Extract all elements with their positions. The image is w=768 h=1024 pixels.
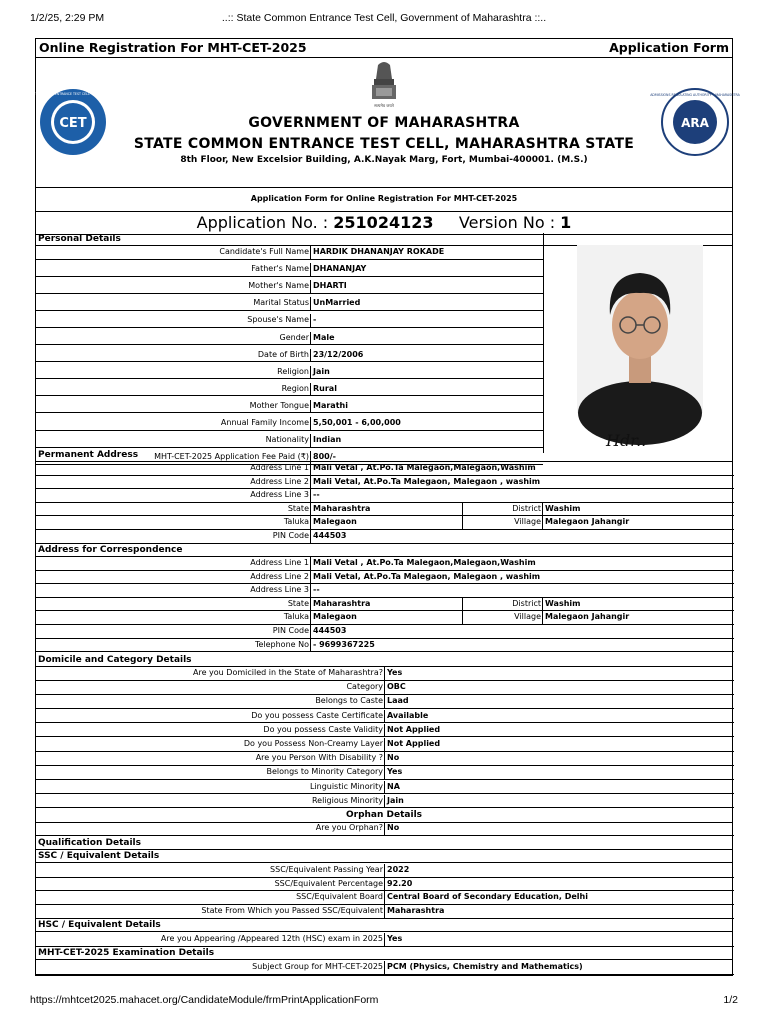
field-value: - 9699367225 — [313, 639, 375, 649]
field-label: Are you Appearing /Appeared 12th (HSC) exam in 2025 — [36, 933, 385, 946]
ara-logo-text: ARA — [681, 116, 709, 130]
form-title: Online Registration For MHT-CET-2025 — [39, 40, 307, 55]
cet-logo-ring-text: STATE COMMON ENTRANCE TEST CELL • MAHARASHTRA — [27, 92, 119, 96]
form-row — [36, 878, 734, 892]
form-row — [36, 584, 734, 598]
version-value: 1 — [560, 213, 572, 232]
field-label: Religion — [36, 366, 311, 379]
field-label: Religious Minority — [36, 795, 385, 808]
candidate-signature — [604, 429, 684, 451]
correspondence-heading: Address for Correspondence — [36, 544, 732, 557]
field-label: Address Line 2 — [36, 571, 311, 584]
photo-signature-box — [543, 233, 734, 453]
form-row — [36, 571, 734, 585]
field-label: State From Which you Passed SSC/Equivalent — [36, 905, 385, 918]
field-value: Laad — [387, 696, 409, 706]
form-row — [36, 639, 734, 653]
field-label: SSC/Equivalent Passing Year — [36, 864, 385, 877]
orphan-heading: Orphan Details — [36, 809, 732, 823]
field-value: PCM (Physics, Chemistry and Mathematics) — [387, 962, 583, 971]
field-value: 444503 — [313, 531, 347, 540]
domicile-heading: Domicile and Category Details — [36, 654, 732, 667]
field-label: Taluka — [36, 611, 311, 624]
form-type: Application Form — [609, 40, 729, 55]
form-title-bar — [36, 39, 732, 58]
form-row — [36, 462, 734, 476]
field-value: 444503 — [313, 626, 347, 635]
field-label: Mother's Name — [36, 280, 311, 293]
cet-cell-heading: STATE COMMON ENTRANCE TEST CELL, MAHARASHTRA STATE — [133, 136, 635, 152]
field-value: Male — [313, 332, 335, 342]
field-value: Central Board of Secondary Education, Delhi — [387, 892, 588, 902]
field-value: No — [387, 753, 400, 763]
form-row — [36, 905, 734, 919]
form-row — [36, 297, 543, 311]
form-row — [36, 417, 543, 431]
field-label: Village — [462, 516, 543, 529]
field-value: Available — [387, 710, 429, 720]
form-row — [36, 598, 734, 612]
field-label: Telephone No — [36, 639, 311, 652]
field-value: Indian — [313, 435, 342, 445]
field-label: SSC/Equivalent Board — [36, 891, 385, 904]
form-row — [36, 516, 734, 530]
field-value: OBC — [387, 682, 406, 692]
field-label: Annual Family Income — [36, 417, 311, 430]
form-row — [36, 383, 543, 397]
emblem-caption: सत्यमेव जयते — [374, 103, 394, 108]
exam-heading: MHT-CET-2025 Examination Details — [36, 947, 732, 960]
field-value: -- — [313, 585, 320, 595]
field-value: 92.20 — [387, 878, 413, 888]
field-value: DHARTI — [313, 281, 347, 291]
browser-print-footer — [30, 994, 738, 1008]
field-value: 2022 — [387, 865, 410, 874]
form-row — [36, 781, 734, 795]
field-label: Spouse's Name — [36, 314, 311, 327]
form-row — [36, 695, 734, 709]
field-value: No — [387, 823, 400, 832]
form-row — [36, 434, 543, 448]
field-label: Linguistic Minority — [36, 781, 385, 794]
form-row — [36, 557, 734, 571]
field-value: 800/- — [313, 452, 336, 462]
field-label: Are you Person With Disability ? — [36, 752, 385, 765]
field-label: State — [36, 598, 311, 611]
field-value: Malegaon Jahangir — [545, 612, 630, 622]
field-label: Father's Name — [36, 263, 311, 276]
version-label: Version No : — [458, 213, 561, 232]
form-row — [36, 795, 734, 809]
field-label: MHT-CET-2025 Application Fee Paid (₹) — [36, 451, 311, 464]
field-label: Do you possess Caste Certificate — [36, 710, 385, 723]
field-value: Mali Vetal, At.Po.Ta Malegaon, Malegaon , washim — [313, 476, 541, 486]
form-row — [36, 530, 734, 544]
field-label: Marital Status — [36, 297, 311, 310]
field-label: District — [462, 503, 543, 516]
field-value: Maharashtra — [387, 906, 445, 916]
field-value: - — [313, 315, 317, 325]
ssc-heading: SSC / Equivalent Details — [36, 850, 732, 863]
field-label: SSC/Equivalent Percentage — [36, 878, 385, 891]
field-label: Date of Birth — [36, 349, 311, 362]
field-label: Nationality — [36, 434, 311, 447]
field-value: -- — [313, 490, 320, 500]
field-label: Address Line 3 — [36, 584, 311, 597]
print-timestamp: 1/2/25, 2:29 PM — [30, 12, 105, 24]
print-url: https://mhtcet2025.mahacet.org/CandidateModule/frmPrintApplicationForm — [30, 994, 379, 1006]
field-value: Yes — [387, 668, 403, 677]
form-row — [36, 738, 734, 752]
form-row — [36, 724, 734, 738]
field-label: Candidate's Full Name — [36, 246, 311, 259]
field-label: Belongs to Minority Category — [36, 766, 385, 779]
form-row — [36, 263, 543, 277]
form-row — [36, 314, 543, 328]
form-banner — [27, 57, 740, 211]
field-label: State — [36, 503, 311, 516]
field-label: Are you Domiciled in the State of Maharashtra? — [36, 667, 385, 680]
form-row — [36, 611, 734, 625]
form-row — [36, 489, 734, 503]
hsc-heading: HSC / Equivalent Details — [36, 919, 732, 932]
qualification-heading: Qualification Details — [36, 837, 732, 850]
field-value: Mali Vetal , At.Po.Ta Malegaon,Malegaon,Washim — [313, 558, 536, 567]
field-label: Category — [36, 681, 385, 694]
field-value: Not Applied — [387, 724, 441, 734]
browser-print-header — [30, 12, 738, 26]
field-value: Not Applied — [387, 739, 441, 748]
government-heading: GOVERNMENT OF MAHARASHTRA — [248, 115, 520, 131]
form-row — [36, 366, 543, 380]
form-row — [36, 667, 734, 681]
field-value: NA — [387, 781, 400, 791]
form-row — [36, 625, 734, 639]
field-value: Malegaon — [313, 517, 357, 527]
field-value: Mali Vetal, At.Po.Ta Malegaon, Malegaon , washim — [313, 571, 541, 581]
field-label: Belongs to Caste — [36, 695, 385, 708]
application-form — [27, 38, 740, 976]
field-label: Address Line 2 — [36, 476, 311, 489]
form-row — [36, 246, 543, 260]
field-label: Address Line 1 — [36, 557, 311, 570]
field-value: UnMarried — [313, 298, 361, 308]
field-value: Yes — [387, 767, 403, 777]
field-label: Village — [462, 611, 543, 624]
field-label: Mother Tongue — [36, 400, 311, 413]
form-row — [36, 752, 734, 766]
field-value: Maharashtra — [313, 503, 371, 513]
field-value: Washim — [545, 598, 581, 608]
application-form-subtitle: Application Form for Online Registration For MHT-CET-2025 — [250, 194, 518, 203]
field-value: Maharashtra — [313, 598, 371, 608]
form-row — [36, 961, 734, 975]
application-number-bar — [36, 211, 732, 235]
ara-logo-ring-text: ADMISSIONS REGULATING AUTHORITY • MAHARASHTRA — [650, 93, 740, 97]
form-row — [36, 476, 734, 490]
field-label: District — [462, 598, 543, 611]
field-label: PIN Code — [36, 530, 311, 543]
field-value: HARDIK DHANANJAY ROKADE — [313, 247, 445, 256]
app-no-label: Application No. : — [196, 213, 334, 232]
form-row — [36, 891, 734, 905]
field-label: Taluka — [36, 516, 311, 529]
form-row — [36, 400, 543, 414]
field-value: Washim — [545, 503, 581, 513]
field-label: Are you Orphan? — [36, 822, 385, 835]
national-emblem — [368, 59, 400, 111]
cet-logo-text: CET — [59, 116, 87, 131]
personal-details-heading: Personal Details — [36, 233, 732, 246]
form-row — [36, 349, 543, 363]
field-value: Malegaon Jahangir — [545, 517, 630, 527]
field-label: Address Line 1 — [36, 462, 311, 475]
field-label: Region — [36, 383, 311, 396]
field-label: Gender — [36, 332, 311, 345]
field-value: DHANANJAY — [313, 264, 367, 274]
office-address: 8th Floor, New Excelsior Building, A.K.Nayak Marg, Fort, Mumbai-400001. (M.S.) — [180, 155, 588, 165]
form-row — [36, 822, 734, 836]
field-label: Do you Possess Non-Creamy Layer — [36, 738, 385, 751]
field-value: Jain — [387, 795, 404, 805]
field-value: Yes — [387, 934, 403, 943]
field-value: 23/12/2006 — [313, 349, 364, 359]
field-value: Malegaon — [313, 612, 357, 622]
field-label: PIN Code — [36, 625, 311, 638]
field-label: Address Line 3 — [36, 489, 311, 502]
permanent-address-heading: Permanent Address — [36, 449, 732, 462]
form-row — [36, 332, 543, 346]
app-no-value: 251024123 — [333, 213, 434, 232]
signature-text: Hdr.. — [606, 431, 647, 450]
form-row — [36, 280, 543, 294]
field-value: Rural — [313, 383, 337, 393]
form-row — [36, 503, 734, 517]
field-label: Subject Group for MHT-CET-2025 — [36, 961, 385, 974]
field-value: Mali Vetal , At.Po.Ta Malegaon,Malegaon,Washim — [313, 463, 536, 472]
field-label: Do you possess Caste Validity — [36, 724, 385, 737]
print-page-number: 1/2 — [723, 994, 738, 1006]
form-row — [36, 710, 734, 724]
candidate-photo — [577, 245, 703, 413]
print-page-title: ..:: State Common Entrance Test Cell, Government of Maharashtra ::.. — [221, 12, 547, 24]
field-value: Marathi — [313, 400, 348, 410]
field-value: Jain — [313, 366, 330, 376]
form-row — [36, 681, 734, 695]
form-row — [36, 933, 734, 947]
form-row — [36, 766, 734, 780]
field-value: 5,50,001 - 6,00,000 — [313, 418, 401, 427]
form-row — [36, 864, 734, 878]
